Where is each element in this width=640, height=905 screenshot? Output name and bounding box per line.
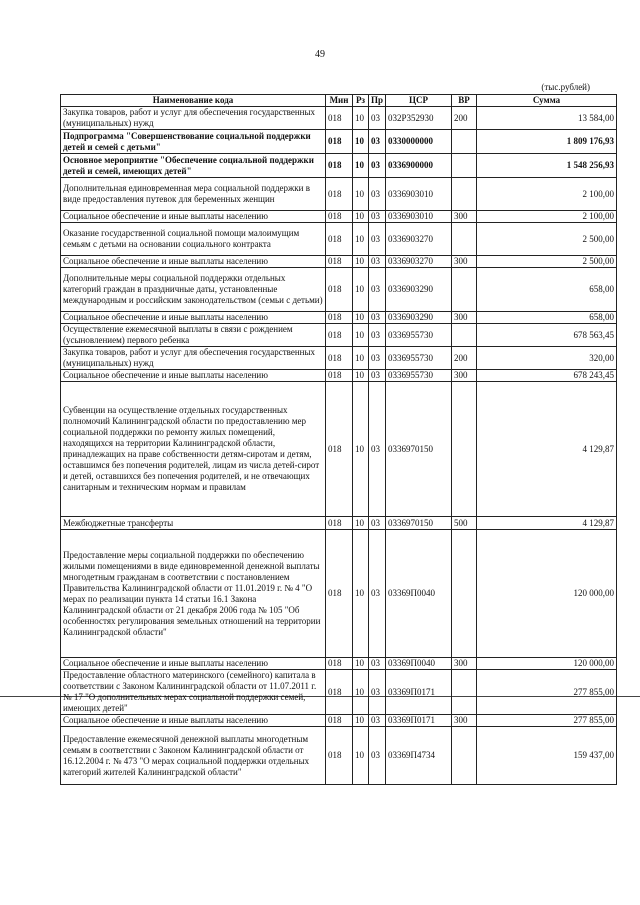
cell-csr: 0336970150: [386, 382, 452, 517]
cell-rz: 10: [353, 312, 369, 324]
cell-name: Субвенции на осуществление отдельных государственных полномочий Калининградской области по предоставлению мер социальной поддержки по ремонту жилых помещений, находящихся на территории Калининградской области, принадлежащих на праве собственности детям-сиротам и детям, оставшимся без попечения родителей, лицам из числа детей-сирот и детей, оставшихся без попечения родителей, и не отвечающих санитарным и техническим нормам и правилам: [61, 382, 326, 517]
cell-vr: [452, 268, 477, 312]
cell-min: 018: [326, 530, 353, 658]
cell-pr: 03: [369, 130, 386, 154]
cell-sum: 658,00: [477, 312, 617, 324]
table-row: [61, 211, 617, 223]
table-row: [61, 658, 617, 670]
table-row: [61, 268, 617, 312]
table-body: [61, 107, 617, 785]
cell-pr: 03: [369, 727, 386, 785]
cell-pr: 03: [369, 268, 386, 312]
cell-vr: [452, 324, 477, 347]
cell-name: Закупка товаров, работ и услуг для обеспечения государственных (муниципальных) нужд: [61, 107, 326, 130]
cell-pr: 03: [369, 715, 386, 727]
cell-name: Социальное обеспечение и иные выплаты населению: [61, 658, 326, 670]
cell-vr: [452, 670, 477, 715]
cell-pr: 03: [369, 347, 386, 370]
cell-name: Дополнительные меры социальной поддержки отдельных категорий граждан в праздничные даты, установленные международным и российским законодательством (семьи с детьми): [61, 268, 326, 312]
cell-csr: 03369П0040: [386, 658, 452, 670]
table-row: [61, 130, 617, 154]
cell-csr: 0336955730: [386, 347, 452, 370]
cell-sum: 2 500,00: [477, 256, 617, 268]
cell-rz: 10: [353, 107, 369, 130]
cell-sum: 1 548 256,93: [477, 154, 617, 178]
cell-rz: 10: [353, 530, 369, 658]
table-row: [61, 178, 617, 211]
cell-rz: 10: [353, 517, 369, 530]
cell-name: Социальное обеспечение и иные выплаты населению: [61, 715, 326, 727]
header-pr: Пр: [369, 95, 386, 107]
cell-name: Основное мероприятие "Обеспечение социальной поддержки детей и семей, имеющих детей": [61, 154, 326, 178]
cell-sum: 277 855,00: [477, 670, 617, 715]
cell-vr: [452, 382, 477, 517]
cell-vr: 300: [452, 370, 477, 382]
cell-pr: 03: [369, 517, 386, 530]
cell-min: 018: [326, 727, 353, 785]
header-vr: ВР: [452, 95, 477, 107]
cell-name: Подпрограмма "Совершенствование социальной поддержки детей и семей с детьми": [61, 130, 326, 154]
header-min: Мин: [326, 95, 353, 107]
cell-name: Социальное обеспечение и иные выплаты населению: [61, 370, 326, 382]
table-row: [61, 107, 617, 130]
cell-sum: 120 000,00: [477, 658, 617, 670]
cell-pr: 03: [369, 530, 386, 658]
cell-name: Предоставление ежемесячной денежной выплаты многодетным семьям в соответствии с Законом Калининградской области от 16.12.2004 г. № 473 "О мерах социальной поддержки отдельных категорий жителей Калининградской области": [61, 727, 326, 785]
cell-min: 018: [326, 347, 353, 370]
cell-pr: 03: [369, 324, 386, 347]
cell-pr: 03: [369, 382, 386, 517]
cell-csr: 0336955730: [386, 324, 452, 347]
cell-csr: 0330000000: [386, 130, 452, 154]
cell-rz: 10: [353, 715, 369, 727]
cell-rz: 10: [353, 727, 369, 785]
header-csr: ЦСР: [386, 95, 452, 107]
cell-min: 018: [326, 670, 353, 715]
table-row: [61, 370, 617, 382]
cell-vr: [452, 178, 477, 211]
cell-name: Дополнительная единовременная мера социальной поддержки в виде предоставления путевок для беременных женщин: [61, 178, 326, 211]
table-header: [61, 95, 617, 107]
cell-vr: [452, 727, 477, 785]
cell-csr: 0336903010: [386, 178, 452, 211]
cell-csr: 032Р352930: [386, 107, 452, 130]
cell-pr: 03: [369, 178, 386, 211]
cell-rz: 10: [353, 211, 369, 223]
cell-rz: 10: [353, 130, 369, 154]
cell-name: Социальное обеспечение и иные выплаты населению: [61, 256, 326, 268]
cell-min: 018: [326, 256, 353, 268]
cell-csr: 0336903290: [386, 312, 452, 324]
cell-sum: 2 100,00: [477, 178, 617, 211]
cell-min: 018: [326, 324, 353, 347]
cell-sum: 13 584,00: [477, 107, 617, 130]
cell-name: Предоставление областного материнского (семейного) капитала в соответствии с Законом Калининградской области от 11.07.2011 г. № 17 "О дополнительных мерах социальной поддержки семей, имеющих детей": [61, 670, 326, 715]
cell-sum: 159 437,00: [477, 727, 617, 785]
table-row: [61, 715, 617, 727]
cell-name: Социальное обеспечение и иные выплаты населению: [61, 312, 326, 324]
cell-sum: 4 129,87: [477, 382, 617, 517]
header-rz: Рз: [353, 95, 369, 107]
cell-csr: 0336900000: [386, 154, 452, 178]
cell-min: 018: [326, 370, 353, 382]
cell-vr: 300: [452, 312, 477, 324]
cell-sum: 2 500,00: [477, 223, 617, 256]
cell-vr: [452, 154, 477, 178]
budget-table: [60, 94, 617, 785]
table-row: [61, 382, 617, 517]
cell-pr: 03: [369, 107, 386, 130]
cell-rz: 10: [353, 382, 369, 517]
table-row: [61, 312, 617, 324]
cell-min: 018: [326, 130, 353, 154]
cell-pr: 03: [369, 312, 386, 324]
header-name: Наименование кода: [61, 95, 326, 107]
cell-name: Оказание государственной социальной помощи малоимущим семьям с детьми на основании социального контракта: [61, 223, 326, 256]
cell-sum: 2 100,00: [477, 211, 617, 223]
cell-csr: 0336903270: [386, 223, 452, 256]
cell-min: 018: [326, 211, 353, 223]
cell-csr: 03369П0171: [386, 670, 452, 715]
cell-vr: 200: [452, 107, 477, 130]
cell-vr: [452, 530, 477, 658]
cell-vr: 200: [452, 347, 477, 370]
cell-pr: 03: [369, 256, 386, 268]
cell-vr: 300: [452, 256, 477, 268]
cell-min: 018: [326, 154, 353, 178]
cell-sum: 277 855,00: [477, 715, 617, 727]
table-row: [61, 530, 617, 658]
cell-csr: 03369П0171: [386, 715, 452, 727]
cell-rz: 10: [353, 178, 369, 211]
cell-sum: 678 243,45: [477, 370, 617, 382]
cell-sum: 658,00: [477, 268, 617, 312]
table-row: [61, 154, 617, 178]
cell-pr: 03: [369, 370, 386, 382]
cell-min: 018: [326, 223, 353, 256]
cell-sum: 4 129,87: [477, 517, 617, 530]
cell-csr: 0336903010: [386, 211, 452, 223]
cell-min: 018: [326, 178, 353, 211]
table-row: [61, 670, 617, 715]
cell-vr: [452, 223, 477, 256]
units-label: (тыс.рублей): [541, 82, 590, 92]
cell-csr: 0336903270: [386, 256, 452, 268]
cell-csr: 0336955730: [386, 370, 452, 382]
cell-rz: 10: [353, 256, 369, 268]
cell-vr: 300: [452, 658, 477, 670]
page-number: 49: [315, 49, 325, 60]
cell-rz: 10: [353, 370, 369, 382]
cell-sum: 120 000,00: [477, 530, 617, 658]
cell-csr: 03369П4734: [386, 727, 452, 785]
cell-name: Осуществление ежемесячной выплаты в связи с рождением (усыновлением) первого ребенка: [61, 324, 326, 347]
cell-vr: 300: [452, 715, 477, 727]
cell-rz: 10: [353, 223, 369, 256]
cell-min: 018: [326, 517, 353, 530]
cell-pr: 03: [369, 670, 386, 715]
cell-rz: 10: [353, 658, 369, 670]
cell-pr: 03: [369, 658, 386, 670]
cell-pr: 03: [369, 154, 386, 178]
cell-vr: 500: [452, 517, 477, 530]
table-row: [61, 517, 617, 530]
table-row: [61, 324, 617, 347]
cell-pr: 03: [369, 223, 386, 256]
cell-rz: 10: [353, 268, 369, 312]
cell-min: 018: [326, 107, 353, 130]
cell-rz: 10: [353, 670, 369, 715]
cell-pr: 03: [369, 211, 386, 223]
cell-csr: 03369П0040: [386, 530, 452, 658]
table-row: [61, 347, 617, 370]
header-sum: Сумма: [477, 95, 617, 107]
table-row: [61, 223, 617, 256]
cell-csr: 0336970150: [386, 517, 452, 530]
cell-rz: 10: [353, 154, 369, 178]
cell-rz: 10: [353, 347, 369, 370]
cell-vr: [452, 130, 477, 154]
cell-rz: 10: [353, 324, 369, 347]
table-row: [61, 256, 617, 268]
cell-min: 018: [326, 268, 353, 312]
cell-name: Предоставление меры социальной поддержки по обеспечению жилыми помещениями в виде единовременной денежной выплаты многодетным гражданам в соответствии с постановлением Правительства Калининградской области от 11.01.2019 г. № 4 "О мерах по реализации пункта 14 статьи 16.1 Закона Калининградской области от 21 декабря 2006 года № 105 "Об особенностях регулирования земельных отношений на территории Калининградской области": [61, 530, 326, 658]
cell-name: Закупка товаров, работ и услуг для обеспечения государственных (муниципальных) нужд: [61, 347, 326, 370]
cell-csr: 0336903290: [386, 268, 452, 312]
cell-name: Социальное обеспечение и иные выплаты населению: [61, 211, 326, 223]
cell-sum: 678 563,45: [477, 324, 617, 347]
cell-sum: 320,00: [477, 347, 617, 370]
cell-min: 018: [326, 382, 353, 517]
cell-min: 018: [326, 658, 353, 670]
cell-min: 018: [326, 715, 353, 727]
cell-min: 018: [326, 312, 353, 324]
cell-sum: 1 809 176,93: [477, 130, 617, 154]
cell-vr: 300: [452, 211, 477, 223]
cell-name: Межбюджетные трансферты: [61, 517, 326, 530]
table-row: [61, 727, 617, 785]
